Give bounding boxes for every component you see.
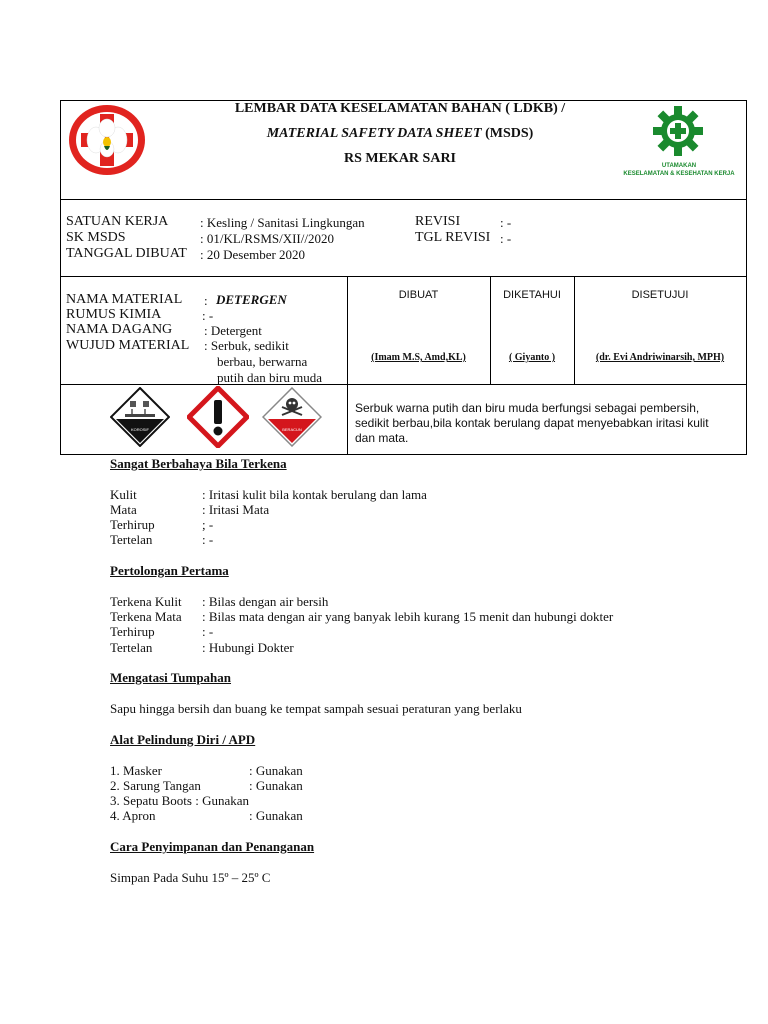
apd-label-sepatu-boots: 3. Sepatu Boots : Gunakan [110,793,250,808]
title-msds-italic: MATERIAL SAFETY DATA SHEET [266,126,482,141]
label-nama-dagang: NAMA DAGANG [66,322,173,337]
apd-label-sarung-tangan: 2. Sarung Tangan [110,778,201,793]
apd-label-apron: 4. Apron [110,808,156,823]
penyimpanan-text: Simpan Pada Suhu 15º – 25º C [110,870,271,885]
title-msds-suffix: (MSDS) [481,126,534,141]
beracun-label: BERACUN [282,427,302,432]
value-tanggal-dibuat: : 20 Desember 2020 [200,247,306,262]
label-tgl-revisi: TGL REVISI [415,230,491,245]
value-tgl-revisi: : - [500,231,512,246]
divider-col-dibuat [347,276,348,454]
korosif-label: KOROSIF [130,427,149,432]
divider-info [60,276,747,277]
pertolongan-label-mata: Terkena Mata [110,609,182,624]
section-title-bahaya: Sangat Berbahaya Bila Terkena [110,456,287,471]
title-msds [160,126,640,142]
col-header-diketahui: DIKETAHUI [503,289,561,301]
bahaya-value-tertelan: : - [202,532,214,547]
value-wujud-material-3: putih dan biru muda [217,370,323,385]
bahaya-label-mata: Mata [110,502,137,517]
bahaya-label-tertelan: Tertelan [110,532,153,547]
warning-exclamation-icon [187,386,249,448]
pertolongan-label-kulit: Terkena Kulit [110,594,182,609]
beracun-hazard-icon [262,387,322,447]
apd-value-sarung-tangan: : Gunakan [249,778,303,793]
k3-logo-text-1: UTAMAKAN [661,163,697,169]
signer-diketahui: ( Giyanto ) [508,352,556,363]
bahaya-label-kulit: Kulit [110,487,137,502]
apd-value-masker: : Gunakan [249,763,303,778]
pertolongan-label-tertelan: Tertelan [110,640,153,655]
hazard-description-line-2: sedikit berbau,bila kontak berulang dapat menyebabkan iritasi kulit [355,416,709,430]
label-satuan-kerja: SATUAN KERJA [66,214,169,229]
korosif-hazard-icon [110,387,170,447]
label-revisi: REVISI [415,214,461,229]
value-rumus-kimia: : - [202,308,214,323]
value-wujud-material-1: : Serbuk, sedikit [204,338,289,353]
pertolongan-label-terhirup: Terhirup [110,624,155,639]
value-wujud-material-2: berbau, berwarna [217,354,308,369]
value-sk-msds: : 01/KL/RSMS/XII//2020 [200,231,334,246]
value-nama-dagang: : Detergent [204,323,262,338]
title-ldkb: LEMBAR DATA KESELAMATAN BAHAN ( LDKB) / [234,101,566,116]
section-title-pertolongan: Pertolongan Pertama [110,563,229,578]
pertolongan-value-mata: : Bilas mata dengan air yang banyak lebih kurang 15 menit dan hubungi dokter [202,609,614,624]
document-title [160,101,640,167]
hazard-description-line-3: dan mata. [355,431,409,445]
pertolongan-value-tertelan: : Hubungi Dokter [202,640,294,655]
value-satuan-kerja: : Kesling / Sanitasi Lingkungan [200,215,365,230]
k3-logo [614,106,744,178]
label-nama-material: NAMA MATERIAL [66,292,183,307]
section-title-penyimpanan: Cara Penyimpanan dan Penanganan [110,839,315,854]
label-wujud-material: WUJUD MATERIAL [66,338,190,353]
apd-label-masker: 1. Masker [110,763,162,778]
value-revisi: : - [500,215,512,230]
divider-header [60,199,747,200]
signer-disetujui: (dr. Evi Andriwinarsih, MPH) [595,352,725,363]
tumpahan-text: Sapu hingga bersih dan buang ke tempat sampah sesuai peraturan yang berlaku [110,701,522,716]
divider-material [60,384,747,385]
k3-logo-text-2: KESELAMATAN & KESEHATAN KERJA [623,171,735,177]
pertolongan-value-terhirup: : - [202,624,214,639]
section-title-apd: Alat Pelindung Diri / APD [110,732,256,747]
hospital-name: RS MEKAR SARI [343,151,456,166]
signer-dibuat: (Imam M.S, Amd,KL) [371,352,466,363]
label-tanggal-dibuat: TANGGAL DIBUAT [66,246,187,261]
section-title-tumpahan: Mengatasi Tumpahan [110,670,232,685]
bahaya-value-terhirup: ; - [202,517,214,532]
value-nama-material: DETERGEN [216,292,287,307]
label-sk-msds: SK MSDS [66,230,126,245]
col-header-disetujui: DISETUJUI [631,289,689,301]
hospital-logo [68,104,146,176]
pertolongan-value-kulit: : Bilas dengan air bersih [202,594,329,609]
apd-value-apron: : Gunakan [249,808,303,823]
bahaya-value-kulit: : Iritasi kulit bila kontak berulang dan lama [202,487,427,502]
label-rumus-kimia: RUMUS KIMIA [66,307,162,322]
bahaya-label-terhirup: Terhirup [110,517,155,532]
hazard-description-line-1: Serbuk warna putih dan biru muda berfungsi sebagai pembersih, [355,401,700,415]
col-header-dibuat: DIBUAT [398,289,439,301]
colon-nama-material: : [204,293,208,308]
hazard-description [355,401,743,446]
bahaya-value-mata: : Iritasi Mata [202,502,270,517]
